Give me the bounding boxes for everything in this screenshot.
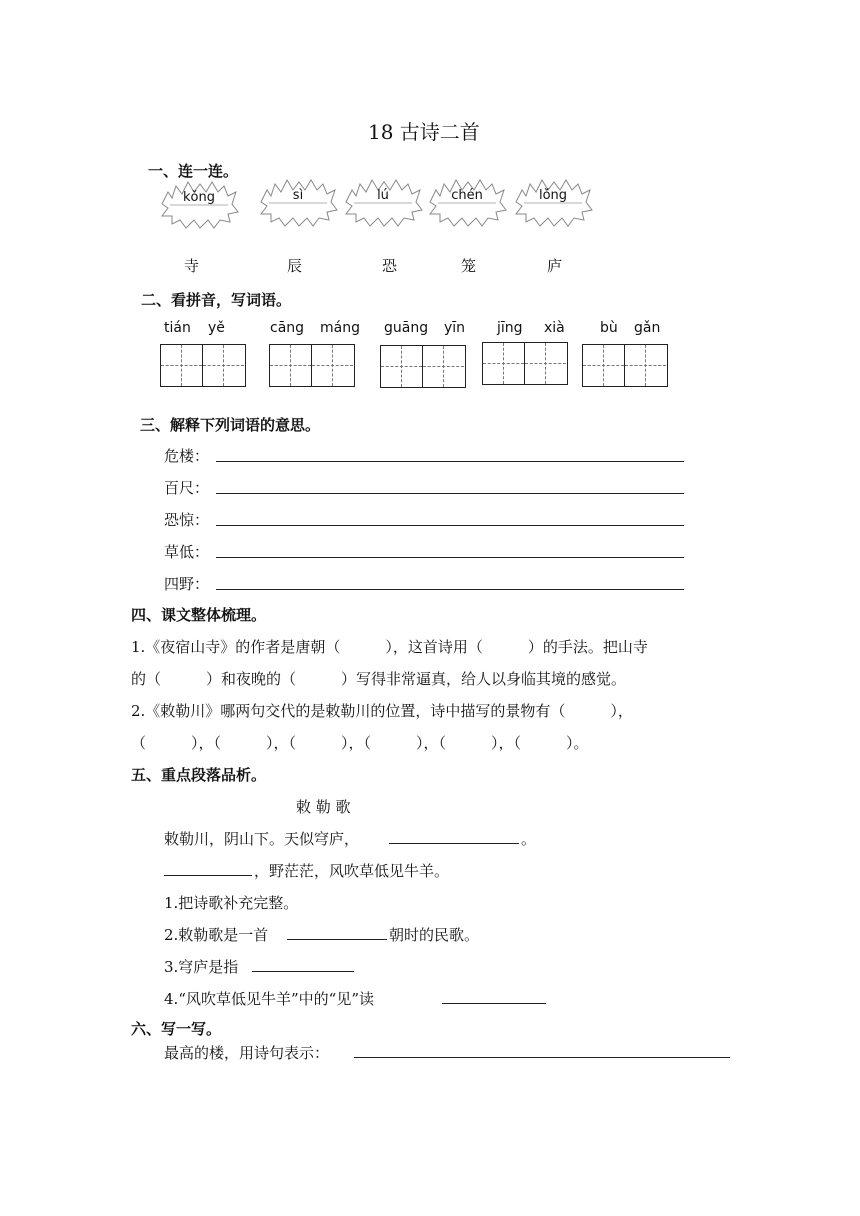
pinyin-4b: xià — [544, 320, 565, 336]
match-char[interactable]: 恐 — [382, 257, 398, 275]
section1-heading: 一、连一连。 — [148, 162, 239, 180]
section4-line3: 2.《敕勒川》哪两句交代的是敕勒川的位置，诗中描写的景物有（ ）， — [131, 702, 633, 720]
grid-cell[interactable] — [525, 343, 566, 384]
grid-cell[interactable] — [381, 346, 423, 387]
match-char[interactable]: 庐 — [547, 257, 563, 275]
leaf-pinyin: lú — [377, 188, 389, 203]
section4-heading: 四、课文整体梳理。 — [131, 606, 267, 624]
answer-line[interactable] — [287, 939, 387, 940]
grid-cell[interactable] — [483, 343, 525, 384]
match-char[interactable]: 笼 — [461, 257, 477, 275]
grid-cell[interactable] — [312, 345, 353, 386]
poem-title: 敕 勒 歌 — [296, 798, 351, 816]
question-4: 4.“风吹草低见牛羊”中的“见”读 — [164, 990, 374, 1008]
answer-line[interactable] — [252, 971, 354, 972]
leaf-card[interactable] — [158, 178, 240, 232]
leaf-pinyin: chén — [451, 188, 483, 203]
question-2a: 2.敕勒歌是一首 — [164, 926, 269, 944]
leaf-card[interactable] — [257, 176, 339, 230]
poem-line1: 敕勒川，阴山下。天似穹庐， — [164, 830, 360, 848]
term-label: 百尺： — [164, 479, 210, 497]
section4-line4: （ ），（ ），（ ），（ ），（ ），（ ）。 — [131, 734, 589, 752]
leaf-icon — [426, 176, 508, 230]
poem-line1-end: 。 — [521, 830, 537, 848]
question-2b: 朝时的民歌。 — [389, 926, 480, 944]
term-label: 恐惊： — [164, 511, 210, 529]
writing-grid[interactable] — [380, 345, 466, 388]
section6-heading: 六、写一写。 — [131, 1020, 222, 1038]
page-title: 18 古诗二首 — [368, 120, 480, 144]
answer-line[interactable] — [216, 525, 684, 526]
grid-cell[interactable] — [625, 345, 666, 386]
pinyin-1a: tián — [164, 320, 191, 336]
leaf-card[interactable] — [342, 176, 424, 230]
leaf-icon — [257, 176, 339, 230]
term-label: 危楼： — [164, 447, 210, 465]
term-label: 四野： — [164, 575, 210, 593]
leaf-card[interactable] — [426, 176, 508, 230]
writing-grid[interactable] — [482, 342, 568, 385]
answer-line[interactable] — [389, 843, 519, 844]
section2-heading: 二、看拼音，写词语。 — [141, 291, 292, 309]
match-char[interactable]: 辰 — [287, 257, 303, 275]
section5-heading: 五、重点段落品析。 — [131, 766, 267, 784]
answer-line[interactable] — [164, 875, 252, 876]
pinyin-2b: máng — [320, 320, 360, 336]
pinyin-5a: bù — [600, 320, 618, 336]
match-char[interactable]: 寺 — [184, 257, 200, 275]
pinyin-1b: yě — [208, 320, 225, 336]
writing-grid[interactable] — [582, 344, 668, 387]
answer-line[interactable] — [442, 1003, 546, 1004]
answer-line[interactable] — [216, 557, 684, 558]
question-1: 1.把诗歌补充完整。 — [164, 894, 299, 912]
leaf-icon — [512, 176, 594, 230]
pinyin-3b: yīn — [444, 320, 466, 336]
section4-line1: 1.《夜宿山寺》的作者是唐朝（ ），这首诗用（ ）的手法。把山寺 — [131, 638, 648, 656]
pinyin-5b: gǎn — [634, 320, 661, 336]
pinyin-2a: cāng — [270, 320, 305, 336]
section4-line2: 的（ ）和夜晚的（ ）写得非常逼真，给人以身临其境的感觉。 — [131, 670, 627, 688]
section6-prompt: 最高的楼，用诗句表示： — [164, 1044, 330, 1062]
answer-line[interactable] — [354, 1057, 730, 1058]
leaf-icon — [342, 176, 424, 230]
leaf-pinyin: kǒng — [183, 190, 215, 205]
answer-line[interactable] — [216, 589, 684, 590]
grid-cell[interactable] — [161, 345, 203, 386]
writing-grid[interactable] — [160, 344, 246, 387]
writing-grid[interactable] — [269, 344, 355, 387]
poem-line2: ，野茫茫，风吹草低见牛羊。 — [254, 862, 450, 880]
leaf-icon — [158, 178, 240, 232]
pinyin-3a: guāng — [384, 320, 429, 336]
section3-heading: 三、解释下列词语的意思。 — [140, 416, 321, 434]
pinyin-4a: jīng — [497, 320, 523, 336]
grid-cell[interactable] — [583, 345, 625, 386]
grid-cell[interactable] — [203, 345, 244, 386]
question-3: 3.穹庐是指 — [164, 958, 239, 976]
grid-cell[interactable] — [423, 346, 464, 387]
leaf-pinyin: lǒng — [538, 188, 568, 203]
leaf-pinyin: sì — [292, 188, 304, 203]
term-label: 草低： — [164, 543, 210, 561]
leaf-card[interactable] — [512, 176, 594, 230]
grid-cell[interactable] — [270, 345, 312, 386]
answer-line[interactable] — [216, 493, 684, 494]
answer-line[interactable] — [216, 461, 684, 462]
